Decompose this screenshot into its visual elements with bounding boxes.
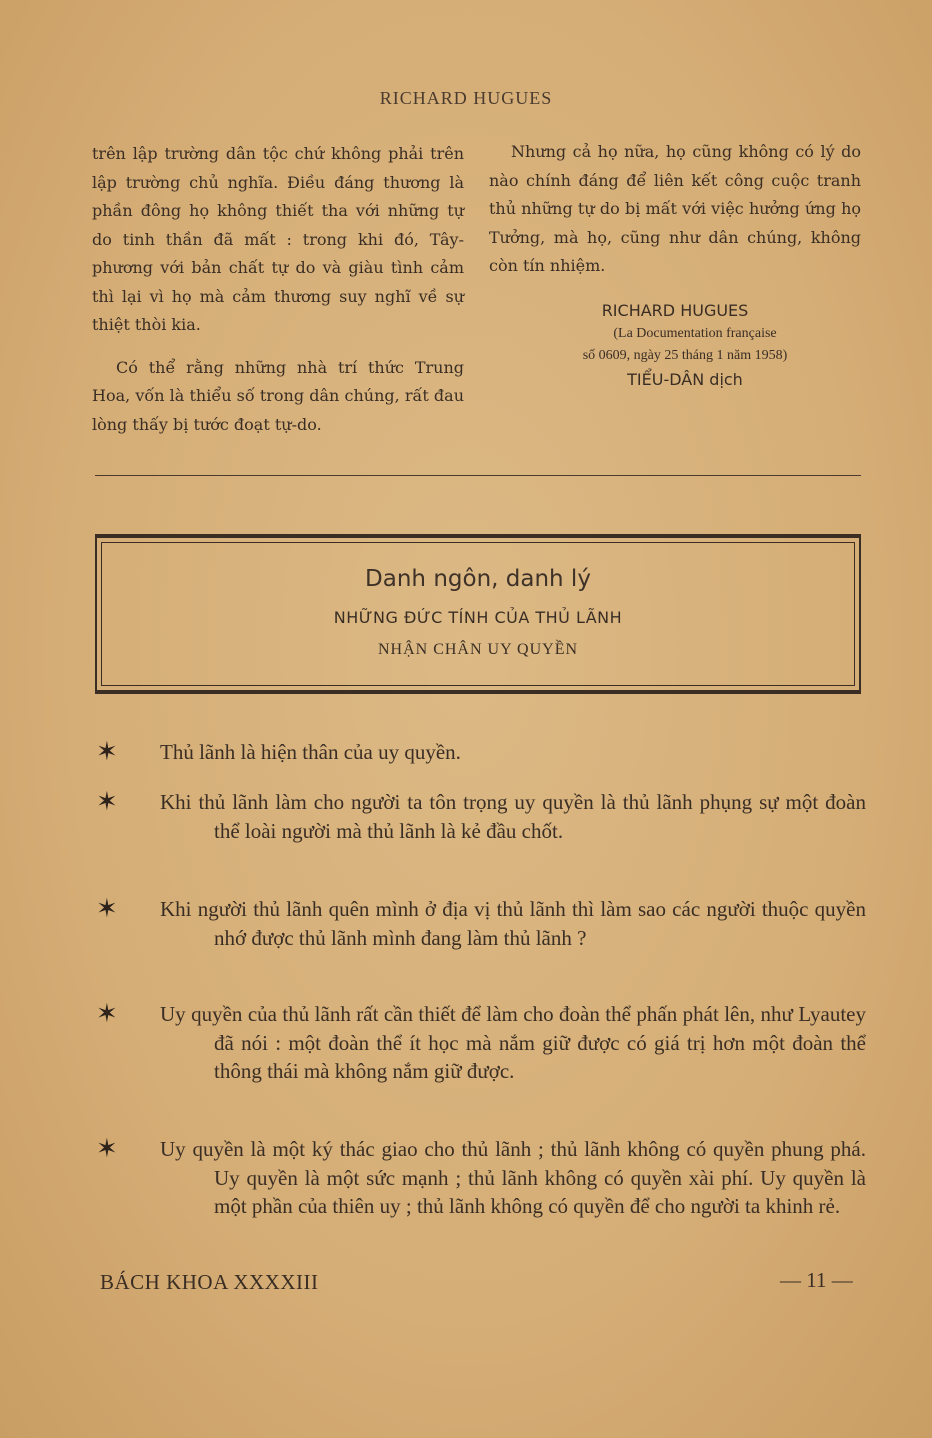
quote-text: Khi thủ lãnh làm cho người ta tôn trọng uy quyền là thủ lãnh phụng sự một đoàn thể loài người mà thủ lãnh là kẻ đầu chốt. xyxy=(160,790,866,843)
section-subtitle: NHỮNG ĐỨC TÍNH CỦA THỦ LÃNH xyxy=(333,608,623,627)
quote-text: Thủ lãnh là hiện thân của uy quyền. xyxy=(160,740,461,764)
star-bullet-icon: ✶ xyxy=(96,787,118,817)
running-head: RICHARD HUGUES xyxy=(379,88,553,108)
translator-credit: TIỂU-DÂN dịch xyxy=(627,369,743,389)
right-paragraph-1: Nhưng cả họ nữa, họ cũng không có lý do nào chính đáng để liên kết công cuộc tranh thủ những tự do bị mất với việc hưởng ứng họ Tưởng, mà họ, cũng như dân chúng, không còn tín nhiệm. xyxy=(489,142,861,275)
left-paragraph-1: trên lập trường dân tộc chứ không phải trên lập trường chủ nghĩa. Điều đáng thương là phần đông họ không thiết tha với những tự do tinh thần đã mất : trong khi đó, Tây-phương với bản chất tự do và giàu tình cảm thì lại vì họ mà cảm thương suy nghĩ về sự thiệt thòi kia. xyxy=(92,144,464,334)
source-line-2: số 0609, ngày 25 tháng 1 năm 1958) xyxy=(582,347,788,363)
star-bullet-icon: ✶ xyxy=(96,999,118,1029)
right-column xyxy=(489,138,861,389)
star-bullet-icon: ✶ xyxy=(96,1134,118,1164)
journal-name: BÁCH KHOA XXXXIII xyxy=(100,1270,319,1294)
section-heading: NHẬN CHÂN UY QUYỀN xyxy=(377,641,579,658)
section-title: Danh ngôn, danh lý xyxy=(365,566,591,592)
quote-text: Uy quyền của thủ lãnh rất cần thiết để làm cho đoàn thể phấn phát lên, như Lyautey đã nói : một đoàn thể ít học mà nắm giữ được có giá trị hơn một đoàn thể thông thái mà không nắm giữ được. xyxy=(160,1002,866,1083)
source-line-1: (La Documentation française xyxy=(613,325,777,341)
quote-text: Uy quyền là một ký thác giao cho thủ lãnh ; thủ lãnh không có quyền phung phá. Uy quyền là một sức mạnh ; thủ lãnh không có quyền xài phí. Uy quyền là một phần của thiên uy ; thủ lãnh không có quyền để cho người ta khinh rẻ. xyxy=(160,1137,866,1218)
section-header-box xyxy=(95,534,861,694)
article-author: RICHARD HUGUES xyxy=(601,300,749,320)
section-divider xyxy=(95,475,861,476)
left-column xyxy=(92,140,464,439)
star-bullet-icon: ✶ xyxy=(96,894,118,924)
left-paragraph-2: Có thể rằng những nhà trí thức Trung Hoa, vốn là thiểu số trong dân chúng, rất đau lòng thấy bị tước đoạt tự-do. xyxy=(92,357,464,434)
star-bullet-icon: ✶ xyxy=(96,737,118,767)
quote-text: Khi người thủ lãnh quên mình ở địa vị thủ lãnh thì làm sao các người thuộc quyền nhớ được thủ lãnh mình đang làm thủ lãnh ? xyxy=(160,897,866,950)
page-number: — 11 — xyxy=(780,1268,853,1292)
